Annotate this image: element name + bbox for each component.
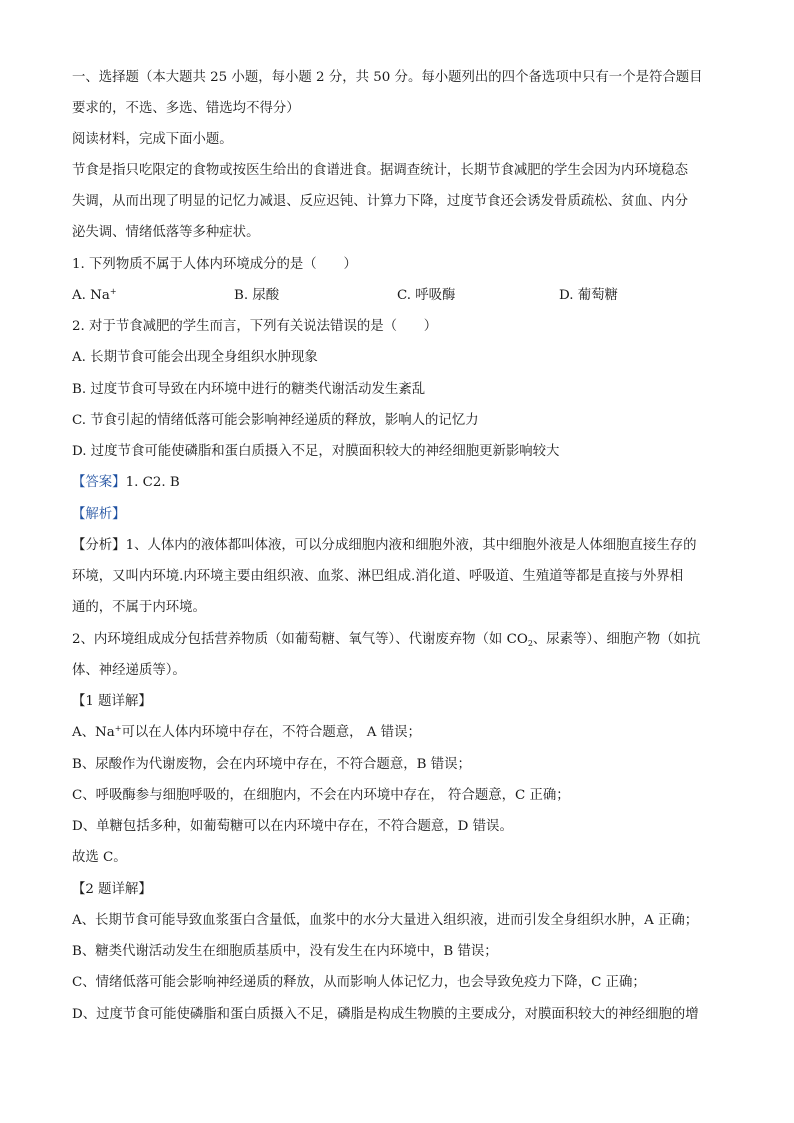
detail-2-a: A、长期节食可能导致血浆蛋白含量低，血浆中的水分大量进入组织液，进而引发全身组织水肿，A 正确； <box>72 913 699 928</box>
detail-1-d: D、单糖包括多种，如葡萄糖可以在内环境中存在，不符合题意，D 错误。 <box>72 819 513 834</box>
section-heading-line-2: 要求的，不选、多选、错选均不得分） <box>72 101 300 116</box>
analysis-label: 【解析】 <box>72 507 126 522</box>
detail-1-b: B、尿酸作为代谢废物，会在内环境中存在，不符合题意，B 错误； <box>72 757 471 772</box>
q2-option-b: B. 过度节食可导致在内环境中进行的糖类代谢活动发生紊乱 <box>72 382 426 397</box>
detail-2-title: 【2 题详解】 <box>72 882 152 897</box>
q1-option-c: C. 呼吸酶 <box>397 288 456 303</box>
detail-1-title: 【1 题详解】 <box>72 694 152 709</box>
analysis-p2-line-1: 2、内环境组成成分包括营养物质（如葡萄糖、氧气等）、代谢废弃物（如 $CO_2$、尿素等）、细胞产物（如抗 <box>72 632 701 648</box>
section-heading-line-1: 一、选择题（本大题共 25 小题，每小题 2 分，共 50 分。每小题列出的四个备选项中只有一个是符合题目 <box>72 70 703 85</box>
detail-2-b: B、糖类代谢活动发生在细胞质基质中，没有发生在内环境中，B 错误； <box>72 944 498 959</box>
detail-1-conclusion: 故选 C。 <box>72 850 127 865</box>
detail-2-c: C、情绪低落可能会影响神经递质的释放，从而影响人体记忆力，也会导致免疫力下降，C 正确； <box>72 975 646 990</box>
passage-line-3: 泌失调、情绪低落等多种症状。 <box>72 225 260 240</box>
passage-line-2: 失调，从而出现了明显的记忆力减退、反应迟钝、计算力下降，过度节食还会诱发骨质疏松、贫血、内分 <box>72 194 688 209</box>
analysis-p1-line-1: 【分析】1、人体内的液体都叫体液，可以分成细胞内液和细胞外液，其中细胞外液是人体细胞直接生存的 <box>72 538 697 553</box>
q1-option-a: A. Na+ <box>72 287 117 303</box>
q2-option-c: C. 节食引起的情绪低落可能会影响神经递质的释放，影响人的记忆力 <box>72 413 479 428</box>
q2-option-a: A. 长期节食可能会出现全身组织水肿现象 <box>72 350 318 365</box>
detail-1-c: C、呼吸酶参与细胞呼吸的，在细胞内，不会在内环境中存在， 符合题意，C 正确； <box>72 788 570 803</box>
q1-option-d: D. 葡萄糖 <box>559 288 618 303</box>
q1-option-b: B. 尿酸 <box>234 288 280 303</box>
question-2-stem: 2. 对于节食减肥的学生而言，下列有关说法错误的是（ ） <box>72 319 438 334</box>
reading-instruction: 阅读材料，完成下面小题。 <box>72 132 233 147</box>
detail-1-a: A、Na+可以在人体内环境中存在，不符合题意， A 错误； <box>72 724 421 740</box>
q2-option-d: D. 过度节食可能使磷脂和蛋白质摄入不足，对膜面积较大的神经细胞更新影响较大 <box>72 444 560 459</box>
answer-label: 【答案】 <box>72 475 126 490</box>
analysis-p1-line-2: 环境，又叫内环境.内环境主要由组织液、血浆、淋巴组成.消化道、呼吸道、生殖道等都是直接与外界相 <box>72 569 684 584</box>
analysis-p2-line-2: 体、神经递质等）。 <box>72 663 186 678</box>
passage-line-1: 节食是指只吃限定的食物或按医生给出的食谱进食。据调查统计，长期节食减肥的学生会因为内环境稳态 <box>72 163 688 178</box>
question-1-stem: 1. 下列物质不属于人体内环境成分的是（ ） <box>72 257 357 272</box>
analysis-sub-label: 【分析】 <box>72 538 126 553</box>
analysis-p1-line-3: 通的，不属于内环境。 <box>72 600 206 615</box>
answer-text: 1. C2. B <box>125 475 180 490</box>
detail-2-d: D、过度节食可能使磷脂和蛋白质摄入不足，磷脂是构成生物膜的主要成分，对膜面积较大的神经细胞的增 <box>72 1007 699 1022</box>
answer-line <box>72 473 722 493</box>
